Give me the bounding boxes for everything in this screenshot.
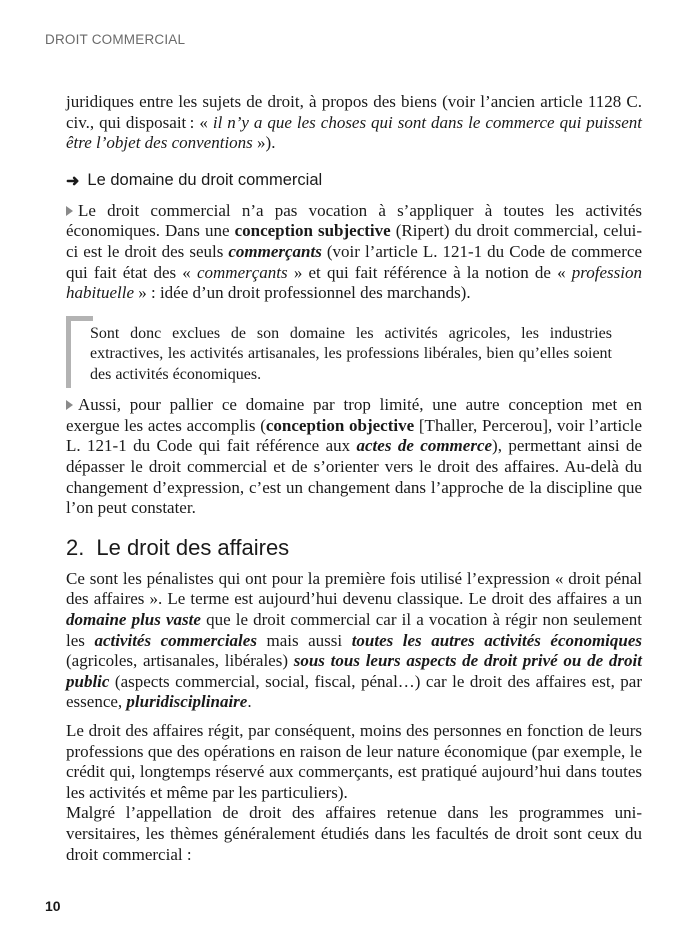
callout-box bbox=[66, 316, 642, 386]
body-text: » : idée d’un droit professionnel des marchands). bbox=[133, 283, 471, 303]
emphasis-text: conception subjective bbox=[234, 221, 391, 241]
emphasis-text: sous tous leurs aspects de droit privé ou de droit public bbox=[66, 651, 642, 691]
paragraph-subjective bbox=[66, 201, 642, 304]
body-text: . bbox=[247, 692, 252, 712]
callout-text bbox=[90, 324, 612, 386]
page-content bbox=[66, 92, 642, 865]
paragraph-origin bbox=[66, 569, 642, 713]
emphasis-text: actes de commerce bbox=[356, 436, 493, 456]
arrow-right-icon: ➜ bbox=[66, 172, 80, 190]
body-text: »). bbox=[252, 133, 276, 153]
body-text: Le droit des affaires régit, par conséquent, moins des personnes en fonction de leurs professions que des opérations en raison de leur nature économique (par exemple, le crédit qui, longtemps réservé aux commerçants, est pratiqué aujourd’hui dans toutes les activités et même par les particuliers). bbox=[66, 720, 642, 802]
body-text: juridiques entre les sujets de droit, à propos des biens (voir l’ancien article 1128 C. civ., qui disposait : « bbox=[66, 92, 642, 132]
emphasis-text: domaine plus vaste bbox=[66, 610, 201, 629]
body-text: (aspects commercial, social, fiscal, pénal…) car le droit des affaires est, par essence, bbox=[66, 671, 642, 712]
paragraph-text bbox=[66, 201, 642, 302]
section-title: Le droit des affaires bbox=[96, 534, 290, 560]
emphasis-text: toutes les autres activités économiques bbox=[351, 630, 643, 650]
body-text: » et qui fait référence à la notion de « bbox=[287, 262, 572, 282]
emphasis-text: conception objective bbox=[265, 415, 415, 435]
paragraph-programs bbox=[66, 803, 642, 865]
callout-bar bbox=[66, 316, 71, 388]
body-text: (voir l’article L. 121-1 du Code de commerce qui fait état des « bbox=[66, 241, 642, 282]
paragraph-text bbox=[66, 395, 642, 517]
body-text: Le droit commercial n’a pas vocation à s’appliquer à toutes les activités économiques. Dans une bbox=[66, 200, 642, 241]
subheading bbox=[66, 171, 642, 191]
triangle-bullet-icon bbox=[66, 206, 73, 216]
section-number: 2. bbox=[66, 534, 85, 560]
body-text: ), permettant ainsi de dépasser le droit commercial et de s’orienter vers le droit des affaires. Au-delà du changement d’expression, c’est un changement dans l’approche de la discipline que l’on peut constater. bbox=[66, 436, 643, 518]
paragraph-objective bbox=[66, 395, 642, 519]
body-text: Ce sont les pénalistes qui ont pour la première fois utilisé l’expression « droit pénal des affaires ». Le terme est aujourd’hui devenu classique. Le droit des affaires a un bbox=[66, 568, 642, 609]
body-text: Sont donc exclues de son domaine les activités agricoles, les industries extractives, les activités artisanales, les professions libérales, bien qu’elles soient des activités économiques. bbox=[90, 324, 612, 383]
paragraph-continuation bbox=[66, 92, 642, 154]
emphasis-text: activités commerciales bbox=[94, 630, 257, 650]
body-text: mais aussi bbox=[256, 630, 352, 650]
running-head: DROIT COMMERCIAL bbox=[45, 32, 186, 47]
body-text: Aussi, pour pallier ce domaine par trop limité, une autre conception met en exergue les actes accomplis ( bbox=[66, 395, 642, 435]
body-text: [Thaller, Percerou], voir l’article L. 121-1 du Code qui fait référence aux bbox=[66, 415, 642, 456]
emphasis-text: commerçants bbox=[196, 262, 288, 282]
emphasis-text: profession habituelle bbox=[66, 262, 642, 303]
body-text: Malgré l’appellation de droit des affaires retenue dans les programmes universitaires, les thèmes généralement étudiés dans les facultés de droit sont ceux du droit commercial : bbox=[66, 803, 642, 864]
section-heading bbox=[66, 535, 642, 561]
body-text: (agricoles, artisanales, libérales) bbox=[66, 651, 294, 671]
emphasis-text: pluridisciplinaire bbox=[126, 692, 248, 712]
emphasis-text: commerçants bbox=[228, 241, 322, 261]
callout-bar-cap bbox=[66, 316, 93, 321]
triangle-bullet-icon bbox=[66, 400, 73, 410]
body-text: (Ripert) du droit commercial, celui-ci est le droit des seuls bbox=[66, 221, 643, 261]
paragraph-scope bbox=[66, 721, 642, 803]
body-text: que le droit commercial car il a vocation à régir non seulement les bbox=[66, 610, 642, 650]
subheading-text: Le domaine du droit commercial bbox=[87, 171, 323, 190]
emphasis-text: il n’y a que les choses qui sont dans le commerce qui puissent être l’objet des conventions bbox=[66, 112, 642, 153]
page-number: 10 bbox=[45, 898, 61, 914]
